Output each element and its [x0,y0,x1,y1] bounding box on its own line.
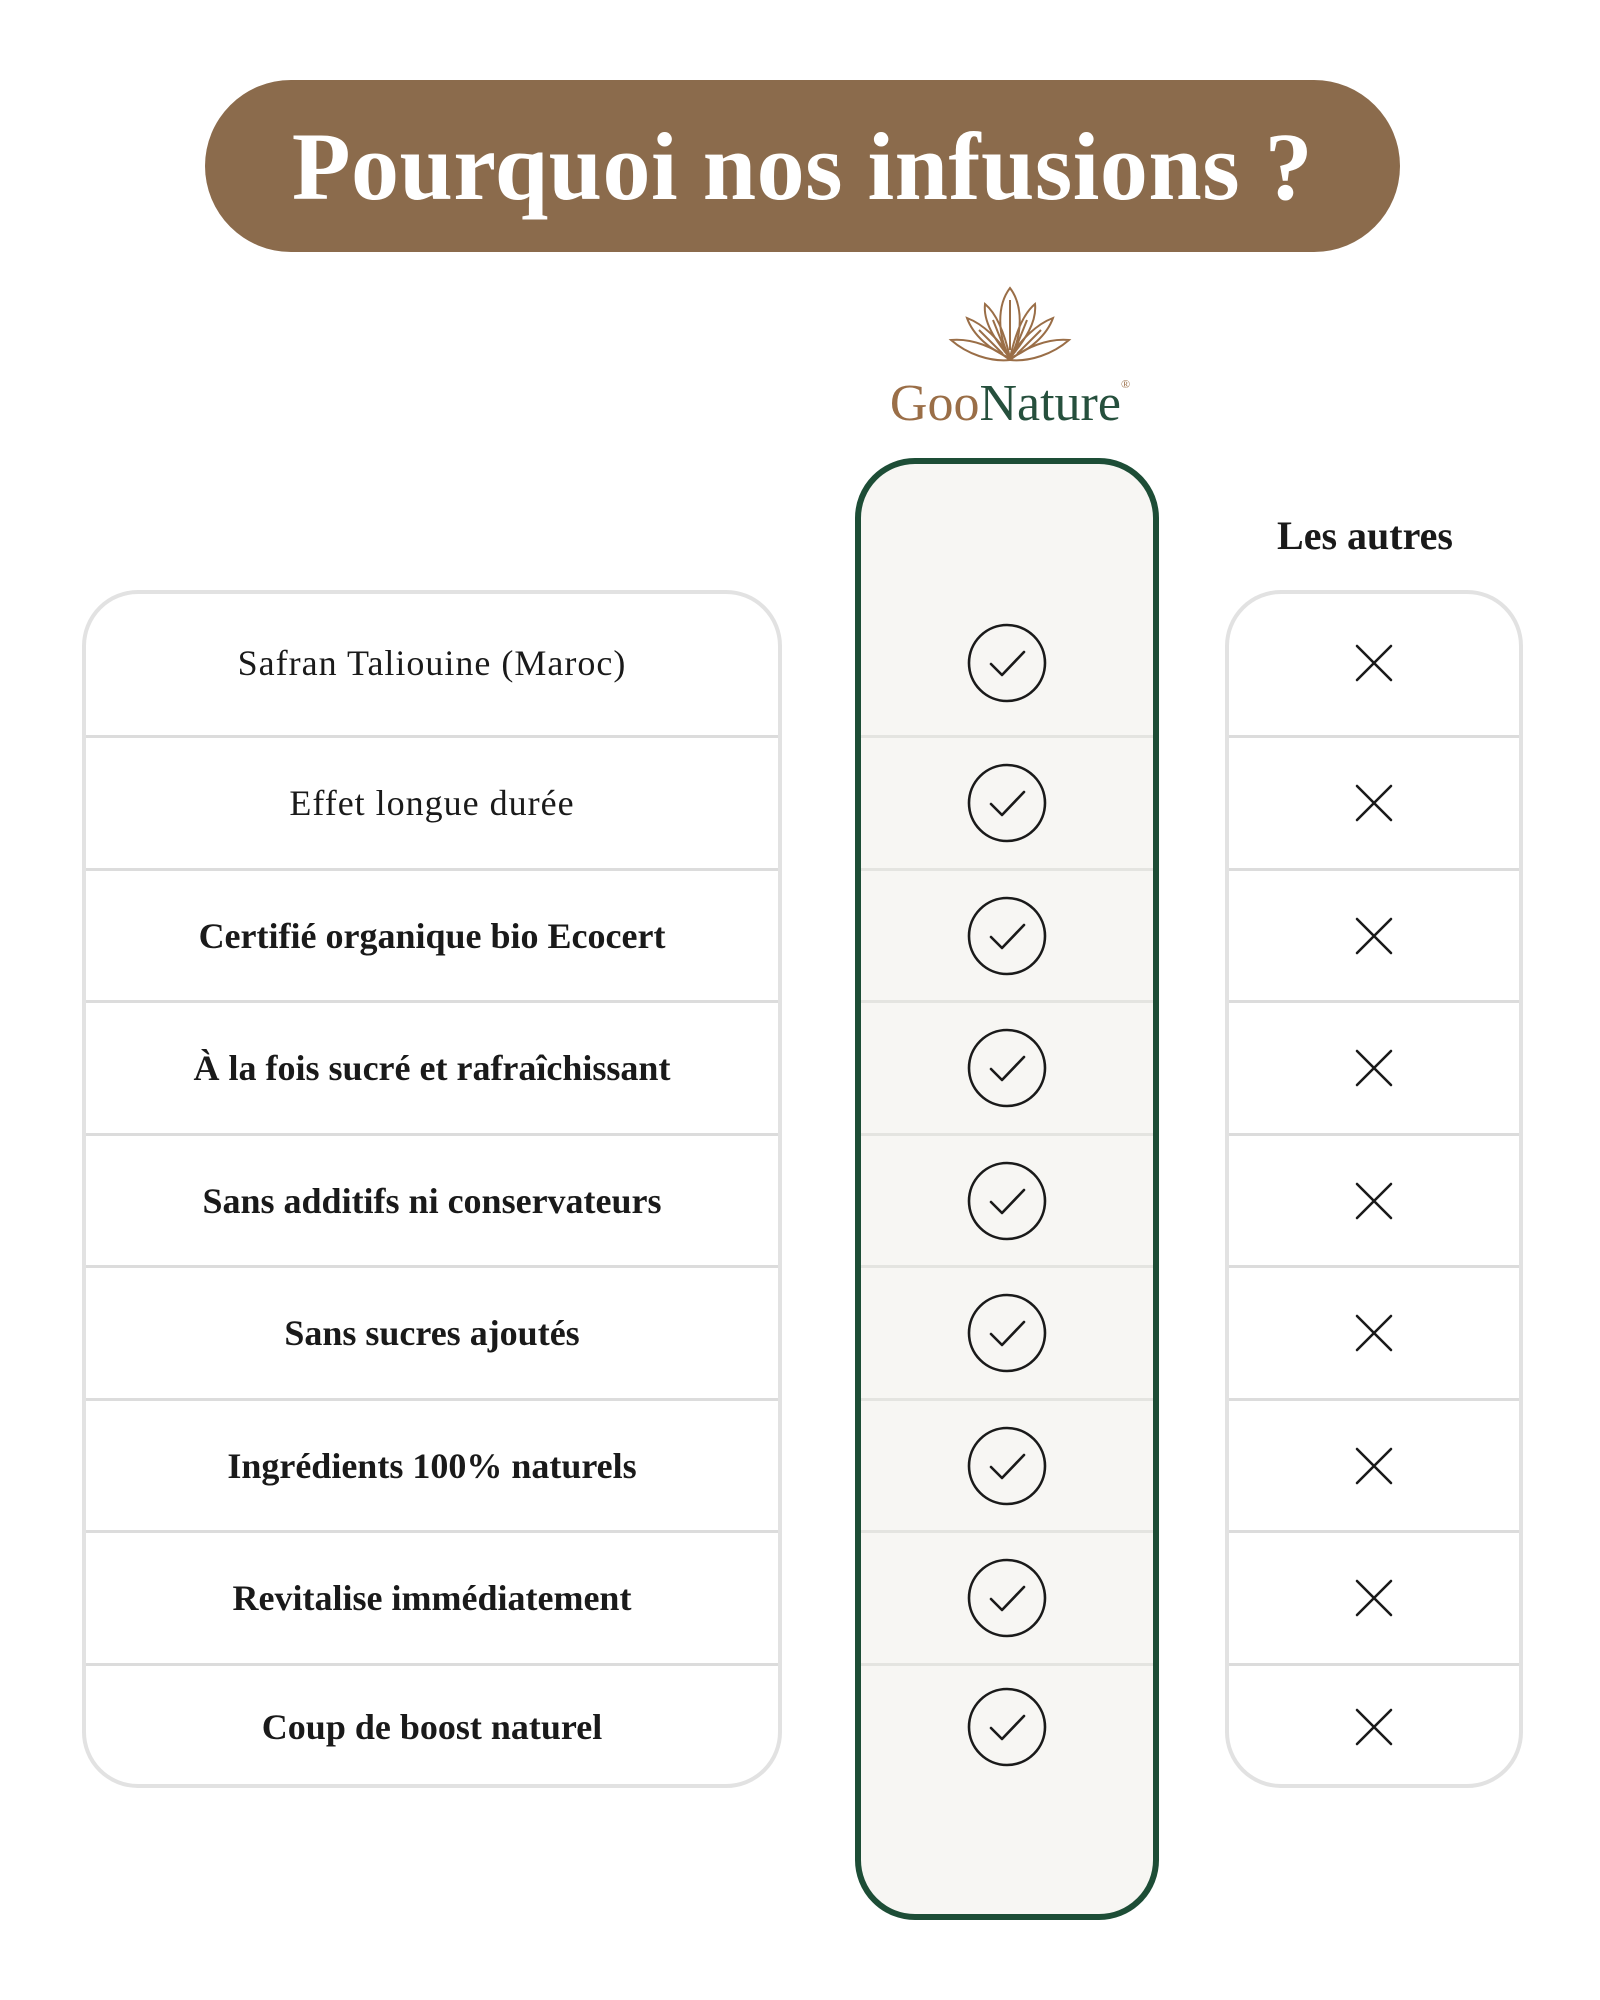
feature-label: Coup de boost naturel [261,1707,603,1747]
check-circle-icon [966,622,1048,704]
goonature-cell [861,1663,1153,1788]
others-cell [1229,1530,1519,1663]
cross-icon [1352,1179,1396,1223]
check-circle-icon [966,1686,1048,1768]
goonature-cell [861,868,1153,1000]
check-circle-icon [966,762,1048,844]
brand-wordmark [880,375,1140,432]
registered-mark: ® [1120,377,1131,391]
others-column-title: Les autres [1277,513,1453,558]
cross-icon [1352,1311,1396,1355]
page-title: Pourquoi nos infusions ? [291,112,1314,220]
feature-row [86,1000,778,1133]
cross-icon [1352,1046,1396,1090]
feature-row [86,868,778,1000]
brand-logo [880,280,1140,440]
others-column [1225,590,1523,1788]
cross-icon [1352,914,1396,958]
cross-icon [1352,1705,1396,1749]
feature-label: À la fois sucré et rafraîchissant [193,1048,671,1088]
feature-label: Safran Taliouine (Maroc) [237,642,627,683]
feature-label: Effet longue durée [289,783,575,823]
others-cell [1229,735,1519,868]
feature-label: Sans sucres ajoutés [284,1313,580,1353]
brand-name-part1: Goo [889,375,980,432]
goonature-cell [861,1530,1153,1663]
cross-icon [1352,641,1396,685]
check-circle-icon [966,1027,1048,1109]
goonature-cell [861,1265,1153,1398]
check-circle-icon [966,1292,1048,1374]
feature-row [86,1133,778,1265]
goonature-cell [861,590,1153,735]
goonature-cell [861,1000,1153,1133]
feature-row [86,1530,778,1663]
brand-name-part2: Nature [979,375,1121,432]
feature-label: Certifié organique bio Ecocert [198,915,666,956]
goonature-cell [861,1398,1153,1530]
check-circle-icon [966,1425,1048,1507]
others-cell [1229,1133,1519,1265]
others-cell [1229,1000,1519,1133]
feature-row [86,1265,778,1398]
check-circle-icon [966,1160,1048,1242]
goonature-cell [861,1133,1153,1265]
feature-row [86,1398,778,1530]
check-circle-icon [966,895,1048,977]
feature-label: Ingrédients 100% naturels [227,1445,637,1486]
check-circle-icon [966,1557,1048,1639]
lotus-icon [945,280,1075,370]
others-cell [1229,868,1519,1000]
others-cell [1229,590,1519,735]
others-cell [1229,1398,1519,1530]
goonature-cell [861,735,1153,868]
feature-label: Sans additifs ni conservateurs [202,1180,662,1221]
cross-icon [1352,1444,1396,1488]
goonature-column [855,458,1159,1920]
feature-label: Revitalise immédiatement [232,1578,632,1618]
feature-row [86,590,778,735]
others-cell [1229,1663,1519,1788]
features-list [82,590,782,1788]
title-banner [205,80,1400,252]
cross-icon [1352,1576,1396,1620]
others-cell [1229,1265,1519,1398]
feature-row [86,1663,778,1788]
cross-icon [1352,781,1396,825]
feature-row [86,735,778,868]
